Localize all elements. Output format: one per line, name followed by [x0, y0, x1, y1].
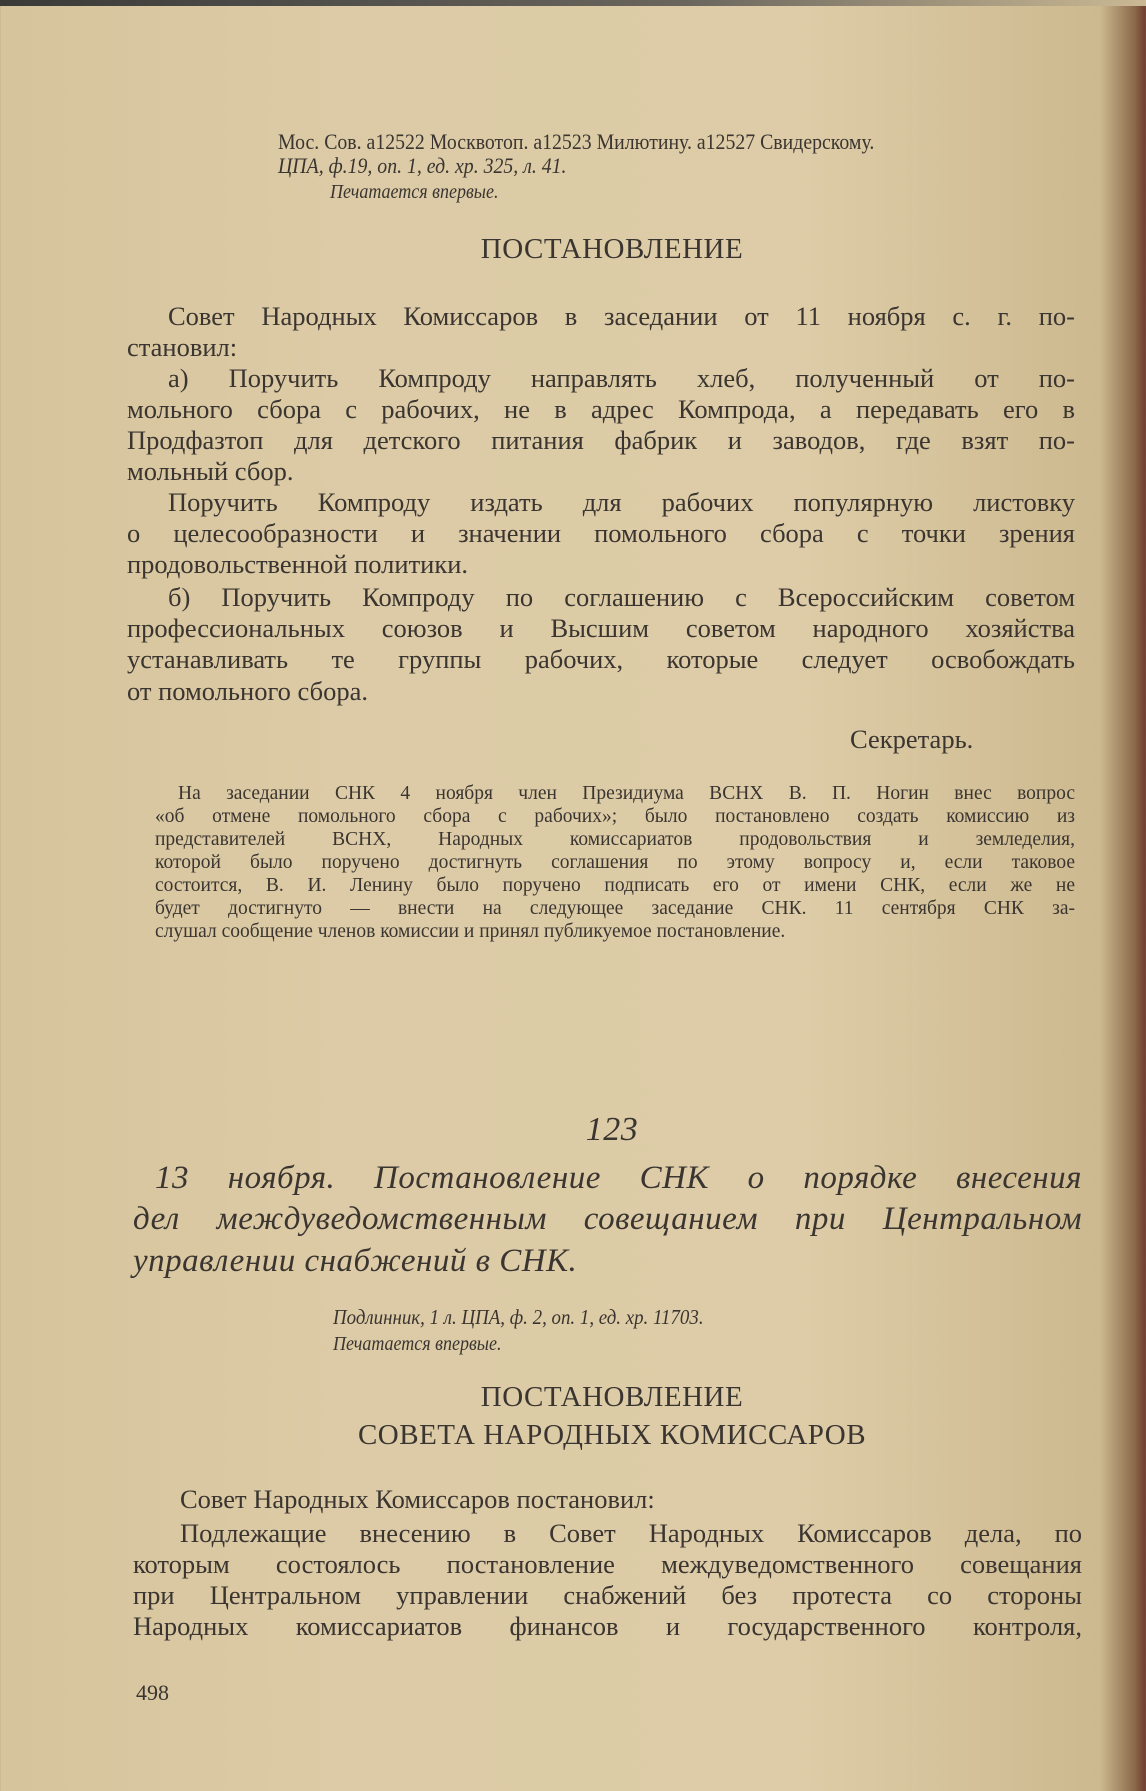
document-title-line: дел междуведомственным совещанием при Центральном	[133, 1201, 1082, 1237]
body-line: Подлежащие внесению в Совет Народных Комиссаров дела, по	[180, 1518, 1082, 1548]
body-line: мольный сбор.	[127, 456, 294, 486]
scan-edge	[0, 0, 1146, 6]
printed-first-note: Печатается впервые.	[330, 181, 499, 203]
footnote-line: «об отмене помольного сбора с рабочих»; было постановлено создать комиссию из	[155, 806, 1075, 827]
source-note: Мос. Сов. а12522 Москвотоп. а12523 Милютину. а12527 Свидерскому.	[278, 129, 875, 154]
footnote-line: будет достигнуто — внести на следующее заседание СНК. 11 сентября СНК за-	[155, 898, 1075, 919]
section-heading: ПОСТАНОВЛЕНИЕ	[480, 1381, 744, 1413]
body-line: Совет Народных Комиссаров в заседании от 11 ноября с. г. по-	[168, 301, 1075, 331]
footnote-line: состоится, В. И. Ленину было поручено подписать его от имени СНК, если же не	[155, 875, 1075, 896]
section-heading: ПОСТАНОВЛЕНИЕ	[480, 233, 744, 265]
footnote-line: слушал сообщение членов комиссии и принял публикуемое постановление.	[155, 921, 786, 942]
body-line: которым состоялось постановление междуведомственного совещания	[133, 1549, 1082, 1579]
body-line: от помольного сбора.	[127, 676, 368, 706]
signature: Секретарь.	[850, 724, 974, 754]
footnote-line: представителей ВСНХ, Народных комиссариатов продовольствия и земледелия,	[155, 829, 1075, 850]
page-number: 498	[136, 1680, 169, 1705]
body-line: Поручить Компроду издать для рабочих популярную листовку	[168, 487, 1075, 517]
body-line: при Центральном управлении снабжений без протеста со стороны	[133, 1580, 1082, 1610]
body-line: Народных комиссариатов финансов и государственного контроля,	[133, 1611, 1082, 1641]
archive-reference: ЦПА, ф.19, оп. 1, ед. хр. 325, л. 41.	[278, 153, 567, 178]
body-line: Совет Народных Комиссаров постановил:	[180, 1484, 655, 1514]
printed-first-note: Печатается впервые.	[333, 1333, 502, 1355]
body-line: становил:	[127, 332, 238, 362]
body-line: Продфазтоп для детского питания фабрик и заводов, где взят по-	[127, 425, 1075, 455]
document-number: 123	[585, 1111, 639, 1148]
archive-reference: Подлинник, 1 л. ЦПА, ф. 2, оп. 1, ед. хр. 11703.	[333, 1305, 704, 1329]
body-line: а) Поручить Компроду направлять хлеб, полученный от по-	[168, 363, 1075, 393]
body-line: о целесообразности и значении помольного сбора с точки зрения	[127, 518, 1075, 548]
body-line: мольного сбора с рабочих, не в адрес Компрода, а передавать его в	[127, 394, 1075, 424]
document-title-line: управлении снабжений в СНК.	[133, 1243, 578, 1279]
footnote-line: которой было поручено достигнуть соглашения по этому вопросу и, если таковое	[155, 852, 1075, 873]
body-line: продовольственной политики.	[127, 549, 469, 579]
document-title-line: 13 ноября. Постановление СНК о порядке внесения	[155, 1160, 1082, 1196]
body-line: профессиональных союзов и Высшим советом народного хозяйства	[127, 613, 1075, 643]
body-line: устанавливать те группы рабочих, которые следует освобождать	[127, 644, 1075, 674]
footnote-line: На заседании СНК 4 ноября член Президиума ВСНХ В. П. Ногин внес вопрос	[178, 783, 1075, 804]
section-subheading: СОВЕТА НАРОДНЫХ КОМИССАРОВ	[357, 1419, 867, 1451]
body-line: б) Поручить Компроду по соглашению с Всероссийским советом	[168, 582, 1075, 612]
